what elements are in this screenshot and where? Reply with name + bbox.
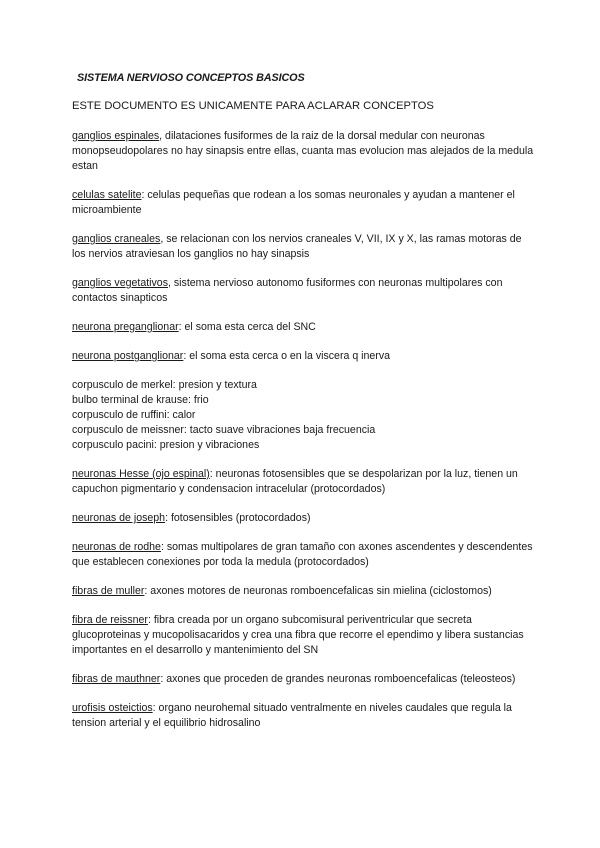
entry-neuronas-joseph — [72, 511, 534, 526]
entry-text: : celulas pequeñas que rodean a los somas neuronales y ayudan a mantener el microambiente — [72, 189, 515, 216]
entry-term: urofisis osteictios — [72, 702, 153, 714]
entry-text: : neuronas fotosensibles que se despolarizan por la luz, tienen un capuchon pigmentario y condensacion intracelular (protocordados) — [72, 468, 518, 495]
entry-term: neuronas de joseph — [72, 512, 166, 524]
list-item: corpusculo de ruffini: calor — [72, 409, 196, 421]
entry-text: : el soma esta cerca del SNC — [178, 321, 316, 333]
entry-term: celulas satelite — [72, 189, 142, 201]
entry-neurona-preganglionar — [72, 320, 534, 335]
entry-neuronas-hesse — [72, 467, 534, 497]
entry-fibras-muller — [72, 584, 534, 599]
list-item: corpusculo de meissner: tacto suave vibraciones baja frecuencia — [72, 424, 376, 436]
document-title: SISTEMA NERVIOSO CONCEPTOS BASICOS — [77, 72, 305, 84]
entry-term: neurona preganglionar — [72, 321, 179, 333]
entry-urofisis-osteictios — [72, 701, 534, 731]
list-item: corpusculo de merkel: presion y textura — [72, 379, 257, 391]
entry-fibras-mauthner — [72, 672, 534, 687]
entry-neurona-postganglionar — [72, 349, 534, 364]
entry-text: : somas multipolares de gran tamaño con axones ascendentes y descendentes que establecen conexiones por toda la medula (protocordados) — [72, 541, 533, 568]
entry-ganglios-espinales — [72, 129, 534, 174]
entry-term: fibras de muller — [72, 585, 145, 597]
entry-neuronas-rodhe — [72, 540, 534, 570]
list-item: bulbo terminal de krause: frio — [72, 394, 209, 406]
entry-term: neuronas de rodhe — [72, 541, 161, 553]
entry-text: : fibra creada por un organo subcomisural periventricular que secreta glucoproteinas y mucopolisacaridos y crea una fibra que recorre el ependimo y libera sustancias importantes en el desarrollo y mantenimiento del SN — [72, 614, 524, 656]
entry-text: : axones que proceden de grandes neuronas romboencefalicas (teleosteos) — [160, 673, 516, 685]
entry-text: , se relacionan con los nervios craneales V, VII, IX y X, las ramas motoras de los nervios atraviesan los ganglios no hay sinapsis — [72, 233, 522, 260]
entry-text: : fotosensibles (protocordados) — [165, 512, 311, 524]
entry-term: neurona postganglionar — [72, 350, 184, 362]
entry-celulas-satelite — [72, 188, 534, 218]
entry-text: : organo neurohemal situado ventralmente en niveles caudales que regula la tension arterial y el equilibrio hidrosalino — [72, 702, 512, 729]
entry-text: , dilataciones fusiformes de la raiz de la dorsal medular con neuronas monopseudopolares no hay sinapsis entre ellas, cuanta mas evolucion mas alejados de la medula estan — [72, 130, 534, 172]
entry-fibra-reissner — [72, 613, 534, 658]
entry-term: ganglios espinales — [72, 130, 160, 142]
entry-ganglios-vegetativos — [72, 276, 534, 306]
entry-ganglios-craneales — [72, 232, 534, 262]
document-body — [72, 129, 534, 731]
document-subtitle: ESTE DOCUMENTO ES UNICAMENTE PARA ACLARAR CONCEPTOS — [72, 100, 434, 112]
entry-text: , sistema nervioso autonomo fusiformes con neuronas multipolares con contactos sinapticos — [72, 277, 503, 304]
entry-term: neuronas Hesse (ojo espinal) — [72, 468, 210, 480]
entry-term: fibras de mauthner — [72, 673, 161, 685]
list-item: corpusculo pacini: presion y vibraciones — [72, 439, 260, 451]
entry-term: ganglios vegetativos — [72, 277, 168, 289]
entry-term: fibra de reissner — [72, 614, 148, 626]
entry-text: : axones motores de neuronas romboencefalicas sin mielina (ciclostomos) — [144, 585, 492, 597]
receptor-list — [72, 378, 534, 453]
entry-text: : el soma esta cerca o en la viscera q inerva — [183, 350, 391, 362]
entry-term: ganglios craneales — [72, 233, 161, 245]
